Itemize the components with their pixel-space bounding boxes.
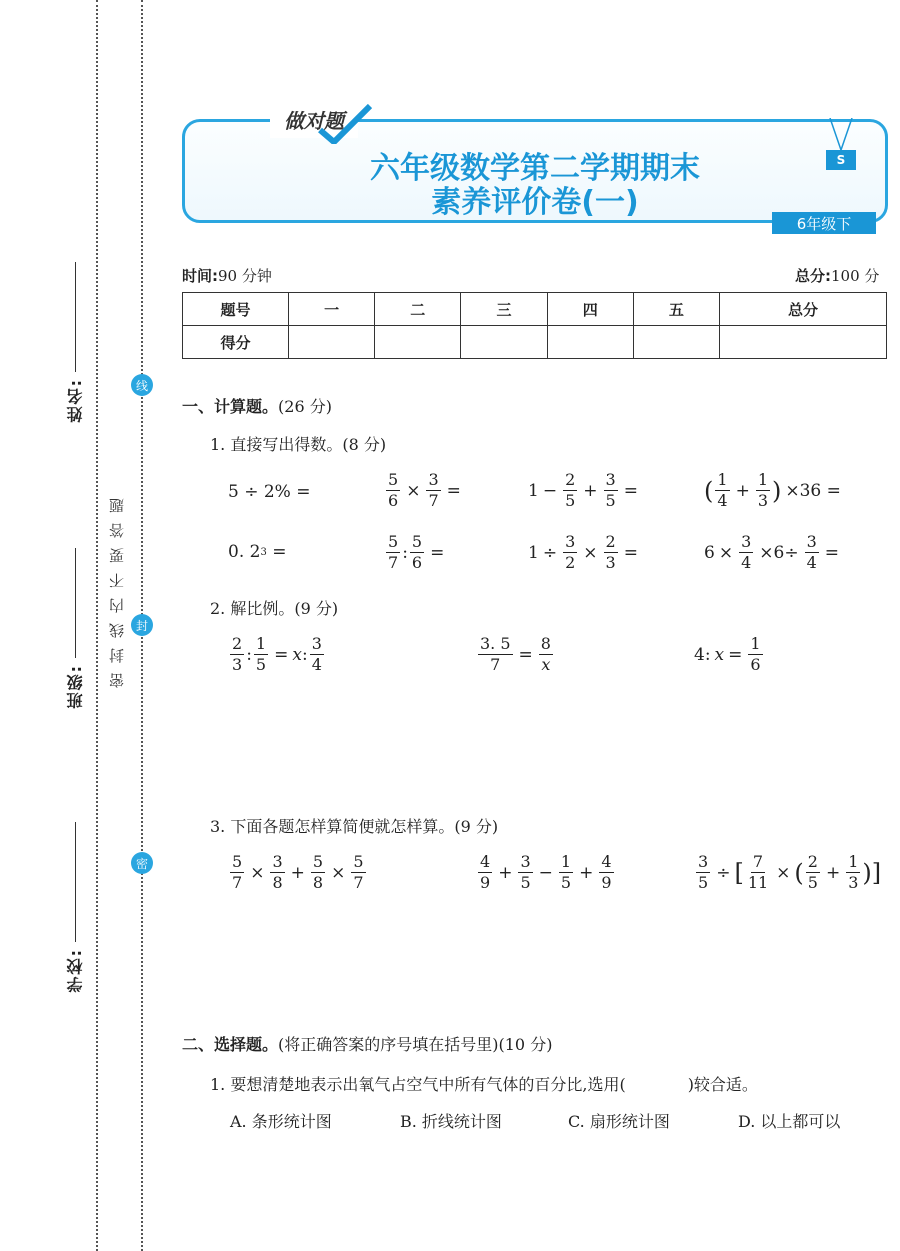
section-2-heading — [182, 1032, 552, 1055]
expr-1-1-e: 0. 2 3 = — [228, 542, 287, 562]
time-info — [182, 265, 272, 286]
total-value: 100 分 — [831, 267, 880, 285]
expr-1-3-c: $\frac{3}{5}$ ÷ [ $\frac{7}{11}$ × ( $\frac{2}{5}$ + $\frac{1}{3}$ )] — [698, 852, 882, 892]
section-1-title: 一、计算题。 — [182, 397, 279, 416]
option-d[interactable]: D. 以上都可以 — [738, 1112, 841, 1131]
expr-1-1-b: $\frac{5}{6}$ × $\frac{3}{7}$ = — [388, 470, 461, 510]
total-label: 总分: — [795, 267, 831, 285]
expr-1-2-c: 4: x = $\frac{1}{6}$ — [694, 634, 761, 674]
edition-tag: S — [826, 150, 856, 170]
grade-badge: 6年级下 — [772, 212, 876, 234]
school-label: 学校: — [65, 948, 85, 993]
question-2-1 — [210, 1072, 758, 1095]
brand-logo: 做对题 — [270, 100, 358, 138]
class-line — [75, 548, 76, 658]
expr-1-3-b: $\frac{4}{9}$ + $\frac{3}{5}$ − $\frac{1}{5}$ + $\frac{4}{9}$ — [480, 852, 612, 892]
question-2-1-after: )较合适。 — [687, 1075, 758, 1094]
score-header-cell: 四 — [547, 293, 633, 326]
class-label: 班级: — [65, 664, 85, 709]
no-answer-warning: 密封线内不要答题 — [108, 488, 126, 688]
score-cell[interactable] — [633, 326, 719, 359]
expr-1-1-c: 1 − $\frac{2}{5}$ + $\frac{3}{5}$ = — [528, 470, 638, 510]
score-header-cell: 总分 — [720, 293, 887, 326]
expr-1-1-f: $\frac{5}{7}$ : $\frac{5}{6}$ = — [388, 532, 445, 572]
option-b[interactable]: B. 折线统计图 — [400, 1112, 502, 1131]
expr-1-1-g: 1 ÷ $\frac{3}{2}$ × $\frac{2}{3}$ = — [528, 532, 638, 572]
section-1-points: (26 分) — [278, 397, 332, 416]
school-field[interactable] — [62, 822, 88, 992]
exam-title-line2: 素养评价卷(一) — [431, 185, 639, 220]
option-a[interactable]: A. 条形统计图 — [230, 1112, 332, 1131]
school-line — [75, 822, 76, 942]
option-c[interactable]: C. 扇形统计图 — [568, 1112, 670, 1131]
score-table-header-row — [183, 293, 887, 326]
question-1-3: 3. 下面各题怎样算简便就怎样算。(9 分) — [210, 817, 499, 836]
name-label: 姓名: — [65, 378, 85, 423]
section-2-note: (将正确答案的序号填在括号里)(10 分) — [278, 1035, 553, 1054]
question-2-1-before: 1. 要想清楚地表示出氧气占空气中所有气体的百分比,选用( — [210, 1075, 626, 1094]
score-cell[interactable] — [461, 326, 547, 359]
tag-string-icon — [826, 118, 856, 152]
expr-1-1-d: ( $\frac{1}{4}$ + $\frac{1}{3}$ ) ×36 = — [704, 470, 841, 510]
exam-title-line1: 六年级数学第二学期期末 — [370, 151, 700, 186]
score-row-label: 得分 — [183, 326, 289, 359]
score-table-row — [183, 326, 887, 359]
question-1-1: 1. 直接写出得数。(8 分) — [210, 435, 387, 454]
total-info — [795, 265, 879, 286]
seal-seal-marker: 封 — [131, 614, 153, 636]
class-field[interactable] — [62, 548, 88, 708]
seal-secret-marker: 密 — [131, 852, 153, 874]
expr-1-2-b: $\frac{3. 5}{7}$ = $\frac{8}{x}$ — [480, 634, 551, 674]
score-header-cell: 三 — [461, 293, 547, 326]
section-2-title: 二、选择题。 — [182, 1035, 279, 1054]
expr-1-1-h: 6 × $\frac{3}{4}$ ×6÷ $\frac{3}{4}$ = — [704, 532, 840, 572]
section-1-heading — [182, 394, 332, 417]
score-cell[interactable] — [547, 326, 633, 359]
score-cell[interactable] — [375, 326, 461, 359]
time-value: 90 分钟 — [218, 267, 272, 285]
name-line — [75, 262, 76, 372]
expr-1-1-a: 5 ÷ 2% = — [228, 482, 311, 502]
check-mark-icon — [316, 104, 372, 144]
score-header-cell: 二 — [375, 293, 461, 326]
score-header-cell: 一 — [289, 293, 375, 326]
binding-dotted-line-outer — [96, 0, 98, 1251]
expr-1-3-a: $\frac{5}{7}$ × $\frac{3}{8}$ + $\frac{5}{8}$ × $\frac{5}{7}$ — [232, 852, 364, 892]
score-cell[interactable] — [289, 326, 375, 359]
question-1-2: 2. 解比例。(9 分) — [210, 599, 339, 618]
score-header-cell: 五 — [633, 293, 719, 326]
name-field[interactable] — [62, 262, 88, 422]
seal-line-marker: 线 — [131, 374, 153, 396]
score-table — [182, 292, 887, 359]
expr-1-2-a: $\frac{2}{3}$ : $\frac{1}{5}$ = x : $\frac{3}{4}$ — [232, 634, 322, 674]
time-label: 时间: — [182, 267, 218, 285]
score-cell[interactable] — [720, 326, 887, 359]
score-header-cell: 题号 — [183, 293, 289, 326]
